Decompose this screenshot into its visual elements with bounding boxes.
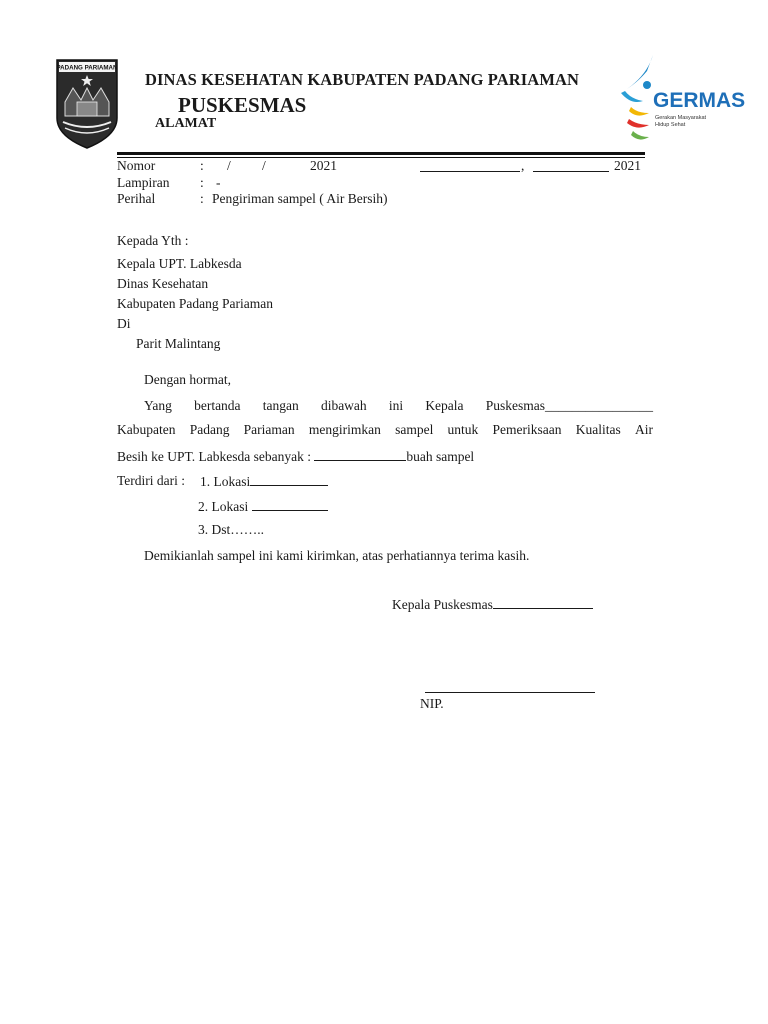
body-word: bertanda	[194, 398, 241, 413]
recipient-line-2: Dinas Kesehatan	[117, 276, 209, 291]
location-item-2	[198, 498, 328, 515]
header-rule-thick	[117, 152, 645, 155]
location-item-3: 3. Dst……..	[198, 522, 265, 537]
body-word: Air	[634, 422, 653, 437]
location-item-1-blank	[250, 473, 328, 486]
location-item-2-blank	[252, 498, 328, 511]
body-word: Kualitas	[575, 422, 621, 437]
body-word: tangan	[262, 398, 299, 413]
padang-pariaman-emblem	[55, 58, 119, 150]
nomor-label: Nomor	[117, 158, 156, 173]
recipient-line-5: Parit Malintang	[136, 336, 221, 351]
body-paragraph-line-2	[117, 422, 653, 438]
sample-count-blank	[314, 448, 406, 461]
body-word: Pariaman	[243, 422, 295, 437]
header-rule-thin	[117, 157, 645, 158]
body-word: untuk	[447, 422, 479, 437]
agency-name: DINAS KESEHATAN KABUPATEN PADANG PARIAMAN	[145, 70, 580, 89]
location-item-1	[200, 473, 328, 490]
recipient-greeting: Kepada Yth :	[117, 233, 189, 248]
signature-title-label: Kepala Puskesmas	[392, 597, 493, 612]
germas-subtitle-2: Hidup Sehat	[655, 122, 686, 128]
emblem-label: PADANG PARIAMAN	[56, 64, 118, 72]
signature-title	[392, 596, 593, 613]
sample-count-prefix: Besih ke UPT. Labkesda sebanyak :	[117, 449, 311, 464]
body-word: Kabupaten	[117, 422, 176, 437]
body-word: Pemeriksaan	[492, 422, 562, 437]
body-word: mengirimkan	[308, 422, 381, 437]
address-label: ALAMAT	[155, 116, 217, 131]
recipient-line-1: Kepala UPT. Labkesda	[117, 256, 242, 271]
nomor-slash-2: /	[262, 158, 266, 173]
date-comma: ,	[521, 158, 525, 173]
body-word: Yang	[144, 398, 172, 413]
body-word: Kepala	[425, 398, 464, 413]
germas-logo	[617, 55, 746, 150]
body-word: Padang	[189, 422, 230, 437]
nomor-year: 2021	[310, 158, 337, 173]
germas-subtitle-1: Gerakan Masyarakat	[655, 115, 707, 121]
location-list-intro: Terdiri dari :	[117, 473, 186, 488]
body-word: Puskesmas________________	[485, 398, 653, 413]
perihal-label: Perihal	[117, 191, 156, 206]
perihal-value: Pengiriman sampel ( Air Bersih)	[212, 191, 388, 206]
lampiran-value: -	[216, 175, 221, 190]
nomor-slash-1: /	[227, 158, 231, 173]
puskesmas-title: PUSKESMAS	[178, 93, 307, 117]
body-word: sampel	[395, 422, 434, 437]
date-day-month-line	[533, 171, 609, 172]
nomor-colon: :	[200, 158, 204, 173]
recipient-line-3: Kabupaten Padang Pariaman	[117, 296, 273, 311]
perihal-colon: :	[200, 191, 204, 206]
body-paragraph-line-1	[144, 398, 653, 414]
recipient-line-4: Di	[117, 316, 131, 331]
lampiran-label: Lampiran	[117, 175, 170, 190]
date-place-line	[420, 171, 520, 172]
sample-count-suffix: buah sampel	[406, 449, 475, 464]
opening-salutation: Dengan hormat,	[144, 372, 231, 387]
closing-sentence: Demikianlah sampel ini kami kirimkan, atas perhatiannya terima kasih.	[144, 548, 530, 563]
lampiran-colon: :	[200, 175, 204, 190]
date-year: 2021	[614, 158, 641, 173]
signature-puskesmas-blank	[493, 596, 593, 609]
location-item-2-label: 2. Lokasi	[198, 499, 249, 514]
location-item-1-label: 1. Lokasi	[200, 474, 251, 489]
body-word: ini	[388, 398, 404, 413]
germas-wordmark: GERMAS	[653, 89, 746, 112]
body-word: dibawah	[320, 398, 367, 413]
body-paragraph-line-3	[117, 448, 474, 465]
nip-label: NIP.	[420, 696, 444, 711]
signature-name-line	[425, 692, 595, 693]
